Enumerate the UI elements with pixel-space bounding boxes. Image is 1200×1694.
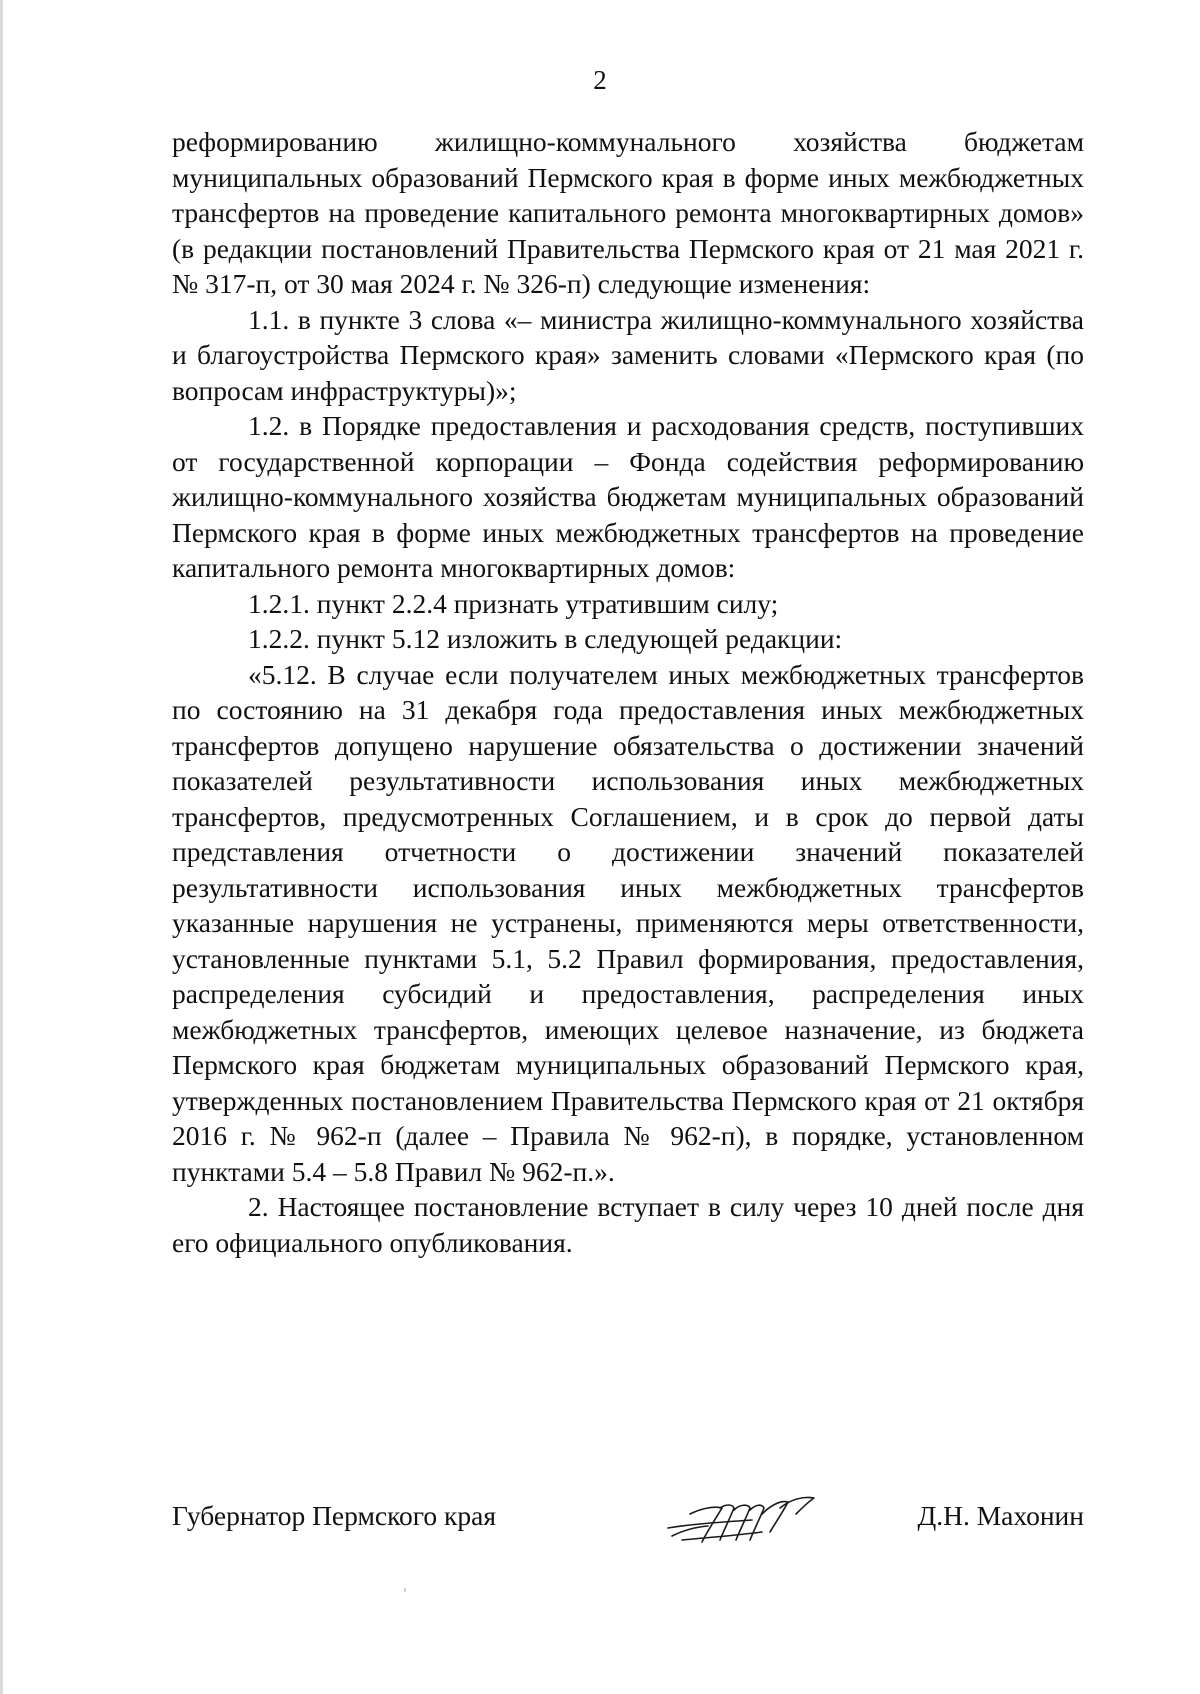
paragraph: 1.1. в пункте 3 слова «– министра жилищно-коммунального хозяйства и благоустройства Пермского края» заменить словами «Пермского края (по вопросам инфраструктуры)»;	[172, 303, 1084, 406]
signatory-position: Губернатор Пермского края	[172, 1500, 496, 1531]
paragraph: 1.2.2. пункт 5.12 изложить в следующей редакции:	[248, 623, 843, 654]
paragraph: 1.2.1. пункт 2.2.4 признать утратившим силу;	[248, 587, 779, 619]
signatory-name: Д.Н. Махонин	[917, 1500, 1084, 1531]
document-body	[172, 124, 1084, 1260]
paragraph: «5.12. В случае если получателем иных межбюджетных трансфертов по состоянию на 31 декабря года предоставления иных межбюджетных трансфертов допущено нарушение обязательства о достижении значений показателей результативности использования иных межбюджетных трансфертов, предусмотренных Соглашением, и в срок до первой даты представления отчетности о достижении значений показателей результативности использования иных межбюджетных трансфертов указанные нарушения не устранены, применяются меры ответственности, установленные пунктами 5.1, 5.2 Правил формирования, предоставления, распределения субсидий и предоставления, распределения иных межбюджетных трансфертов, имеющих целевое назначение, из бюджета Пермского края бюджетам муниципальных образований Пермского края, утвержденных постановлением Правительства Пермского края от 21 октября 2016 г. № 962-п (далее – Правила № 962-п), в порядке, установленном пунктами 5.4 – 5.8 Правил № 962-п.».	[172, 658, 1084, 1187]
paragraph: 2. Настоящее постановление вступает в силу через 10 дней после дня его официального опубликования.	[172, 1191, 1084, 1258]
page-number: 2	[593, 65, 607, 95]
signature-block	[172, 1490, 1084, 1560]
paragraph: 1.2. в Порядке предоставления и расходования средств, поступивших от государственной корпорации – Фонда содействия реформированию жилищно-коммунального хозяйства бюджетам муниципальных образований Пермского края в форме иных межбюджетных трансфертов на проведение капитального ремонта многоквартирных домов:	[172, 410, 1084, 583]
scan-artifact	[404, 1588, 406, 1592]
scan-edge	[0, 0, 3, 1694]
handwritten-signature	[662, 1478, 832, 1556]
paragraph: реформированию жилищно-коммунального хозяйства бюджетам муниципальных образований Пермского края в форме иных межбюджетных трансфертов на проведение капитального ремонта многоквартирных домов» (в редакции постановлений Правительства Пермского края от 21 мая 2021 г. № 317-п, от 30 мая 2024 г. № 326-п) следующие изменения:	[172, 126, 1084, 299]
